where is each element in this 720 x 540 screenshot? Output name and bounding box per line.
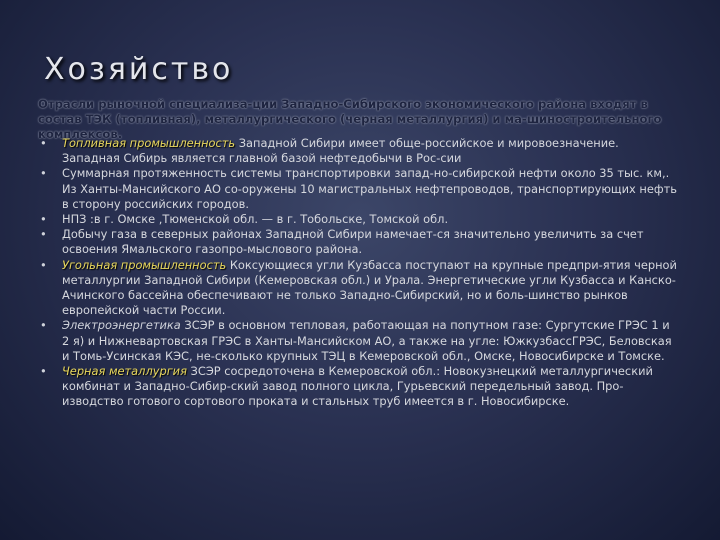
bullet-list: [38, 136, 678, 410]
bullet-ferrous-metallurgy: [38, 364, 678, 410]
bullet-fuel-industry: [38, 136, 678, 166]
bullet-text: Добычу газа в северных районах Западной Сибири намечает-ся значительно увеличить за счет освоения Ямальского газопро-мыслового района.: [62, 227, 644, 257]
bullet-text: Суммарная протяженность системы транспортировки запад-но-сибирской нефти около 35 тыс. км,. Из Ханты-Мансийского АО со-оружены 10 магистральных нефтепроводов, транспортирующих нефть в сторону российских городов.: [62, 166, 677, 211]
intro-paragraph: Отрасли рыночной специализа-ции Западно-Сибирского экономического района входят в состав ТЭК (топливная), металлургического (черная металлургия) и ма-шиностроительного комплексов.: [38, 97, 662, 141]
bullet-coal-industry: [38, 258, 678, 319]
bullet-text: ЗСЭР в основном тепловая, работающая на попутном газе: Сургутские ГРЭС 1 и 2 я) и Нижневартовская ГРЭС в Ханты-Мансийском АО, а также на угле: ЮжкузбассГРЭС, Беловская и Томь-Усинская КЭС, не-сколько крупных ТЭЦ в Кемеровской обл., Омске, Новосибирске и Томске.: [62, 318, 672, 363]
bullet-gas-production: [38, 227, 678, 257]
bullet-oil-transport: [38, 166, 678, 212]
bullet-text: ЗСЭР сосредоточена в Кемеровской обл.: Новокузнецкий металлургический комбинат и Западно-Сибир-ский завод полного цикла, Гурьевский передельный завод. Про-изводство готового сортового проката и стальных труб имеется в г. Новосибирске.: [62, 364, 653, 409]
slide-title: Хозяйство: [44, 52, 234, 87]
bullet-text: НПЗ :в г. Омске ,Тюменской обл. — в г. Тобольске, Томской обл.: [62, 212, 449, 227]
bullet-refineries: [38, 212, 678, 227]
bullet-term: Угольная промышленность: [62, 257, 227, 272]
bullet-text: Коксующиеся угли Кузбасса поступают на крупные предпри-ятия черной металлургии Западной Сибири (Кемеровская обл.) и Урала. Энергетические угли Кузбасса и Канско-Ачинского бассейна обеспечивают не только Западно-Сибирский, но и боль-шинство рынков европейской части России.: [62, 257, 677, 318]
bullet-term: Черная металлургия: [62, 364, 187, 379]
bullet-term: Электроэнергетика: [62, 318, 181, 333]
bullet-term: Топливная промышленность: [62, 136, 236, 150]
bullet-power-industry: [38, 318, 678, 364]
bullet-text: Западной Сибири имеет обще-российское и мировоезначение. Западная Сибирь является главной базой нефтедобычи в Рос-сии: [62, 136, 619, 166]
